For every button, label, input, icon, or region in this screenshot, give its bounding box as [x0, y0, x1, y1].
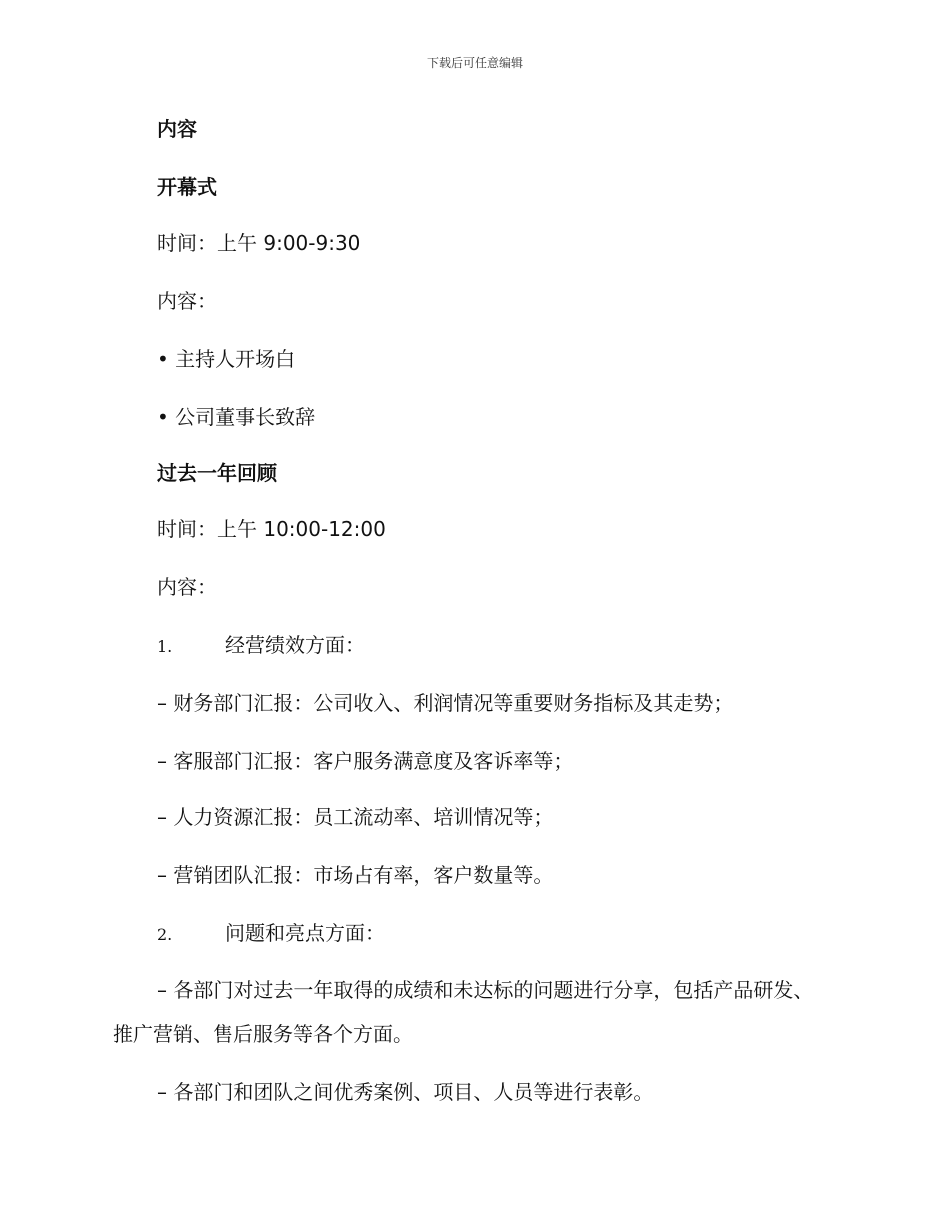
section-title-review: 过去一年回顾 [157, 461, 277, 485]
numbered-item [157, 920, 385, 948]
content-heading: 内容 [157, 117, 197, 141]
bullet-item: • 公司董事长致辞 [157, 405, 316, 429]
review-content-label: 内容： [157, 575, 217, 599]
item-title: 经营绩效方面： [225, 633, 365, 657]
paragraph: – 各部门对过去一年取得的成绩和未达标的问题进行分享，包括产品研发、推广营销、售后服务等各个方面。 [113, 978, 814, 1046]
report-line: – 营销团队汇报：市场占有率，客户数量等。 [157, 863, 554, 887]
bullet-item: • 主持人开场白 [157, 347, 296, 371]
item-number: 1. [157, 637, 173, 656]
numbered-item [157, 632, 365, 660]
opening-time: 时间：上午 9:00-9:30 [157, 231, 361, 255]
section-title-opening: 开幕式 [157, 175, 217, 199]
paragraph: – 各部门和团队之间优秀案例、项目、人员等进行表彰。 [157, 1080, 654, 1104]
report-line: – 客服部门汇报：客户服务满意度及客诉率等； [157, 749, 574, 773]
item-title: 问题和亮点方面： [225, 921, 385, 945]
report-line: – 财务部门汇报：公司收入、利润情况等重要财务指标及其走势； [157, 691, 734, 715]
review-time: 时间：上午 10:00-12:00 [157, 517, 386, 541]
report-line: – 人力资源汇报：员工流动率、培训情况等； [157, 805, 554, 829]
page-header: 下载后可任意编辑 [426, 56, 523, 70]
opening-content-label: 内容： [157, 289, 217, 313]
item-number: 2. [157, 925, 173, 944]
